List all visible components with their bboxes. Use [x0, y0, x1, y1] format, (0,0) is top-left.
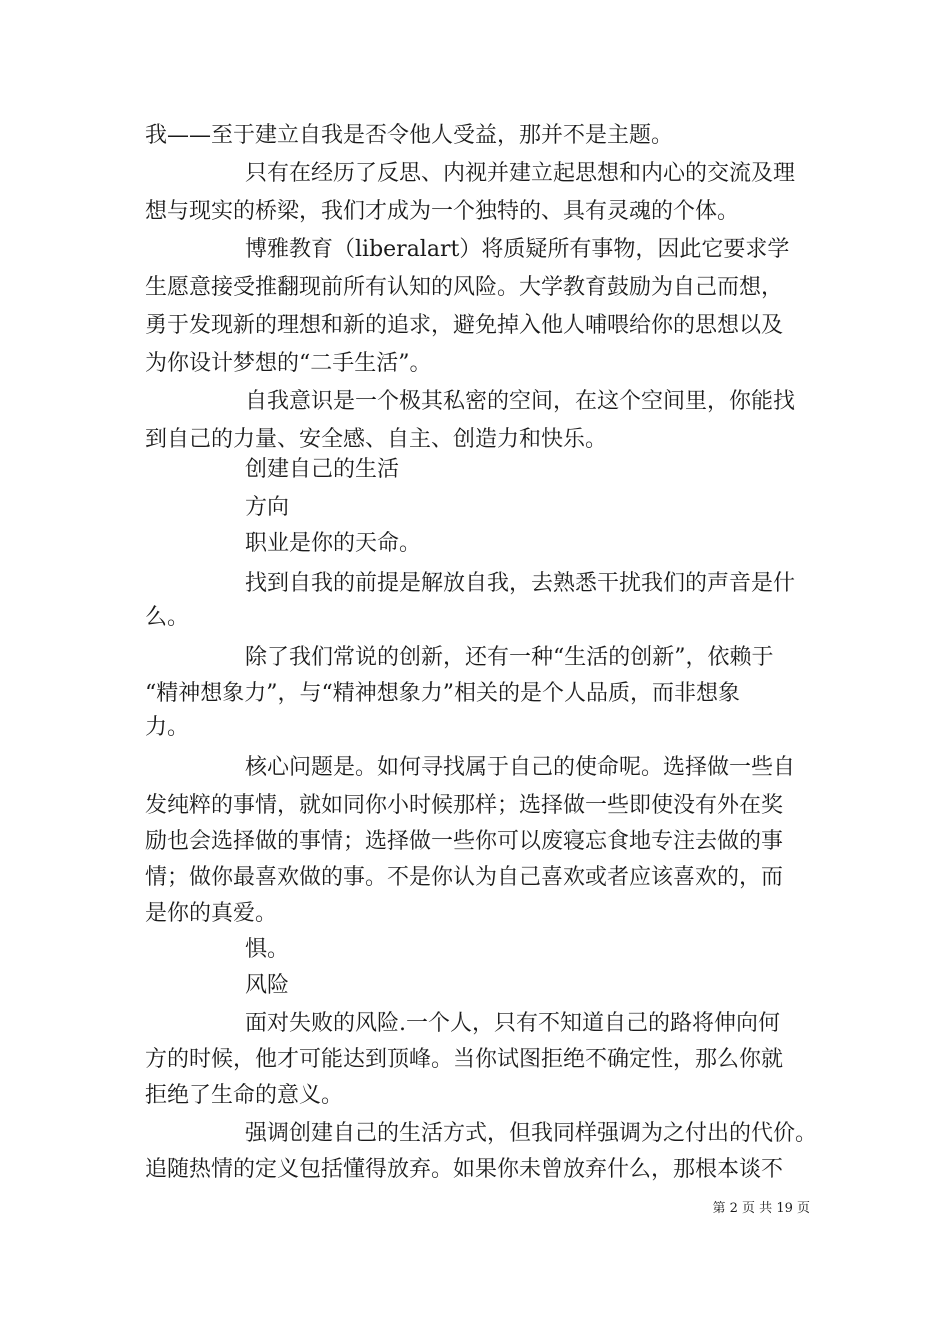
- text-line: 么。: [145, 605, 190, 630]
- text-line: 发纯粹的事情，就如同你小时候那样；选择做一些即使没有外在奖: [145, 793, 784, 818]
- text-line: 我——至于建立自我是否令他人受益，那并不是主题。: [145, 123, 674, 148]
- text-line: 职业是你的天命。: [245, 531, 422, 556]
- text-line: 生愿意接受推翻现前所有认知的风险。大学教育鼓励为自己而想，: [145, 275, 784, 300]
- text-line: 博雅教育（liberalart）将质疑所有事物，因此它要求学: [245, 237, 790, 262]
- text-line: 面对失败的风险.一个人，只有不知道自己的路将伸向何: [245, 1011, 780, 1036]
- section-heading: 风险: [245, 973, 290, 998]
- text-line: 强调创建自己的生活方式，但我同样强调为之付出的代价。: [245, 1121, 818, 1146]
- text-line: 到自己的力量、安全感、自主、创造力和快乐。: [145, 427, 608, 452]
- text-line: 力。: [145, 715, 190, 740]
- text-line: 自我意识是一个极其私密的空间，在这个空间里，你能找: [245, 389, 796, 414]
- text-line: 除了我们常说的创新，还有一种“生活的创新”，依赖于: [245, 645, 774, 670]
- page-number-footer: 第 2 页 共 19 页: [712, 1201, 810, 1216]
- section-heading: 方向: [245, 495, 290, 520]
- text-line: 惧。: [245, 937, 290, 962]
- text-line: 核心问题是。如何寻找属于自己的使命呢。选择做一些自: [245, 755, 796, 780]
- section-heading: 创建自己的生活: [245, 457, 400, 482]
- text-line: 情；做你最喜欢做的事。不是你认为自己喜欢或者应该喜欢的，而: [145, 865, 784, 890]
- text-line: 是你的真爱。: [145, 901, 278, 926]
- text-line: 勇于发现新的理想和新的追求，避免掉入他人哺喂给你的思想以及: [145, 313, 784, 338]
- text-line: 方的时候，他才可能达到顶峰。当你试图拒绝不确定性，那么你就: [145, 1047, 784, 1072]
- text-line: 为你设计梦想的“二手生活”。: [145, 351, 432, 376]
- text-line: 追随热情的定义包括懂得放弃。如果你未曾放弃什么，那根本谈不: [145, 1157, 784, 1182]
- text-line: “精神想象力”，与“精神想象力”相关的是个人品质，而非想象: [145, 681, 740, 706]
- text-line: 找到自我的前提是解放自我，去熟悉干扰我们的声音是什: [245, 571, 796, 596]
- text-line: 想与现实的桥梁，我们才成为一个独特的、具有灵魂的个体。: [145, 199, 740, 224]
- text-line: 拒绝了生命的意义。: [145, 1083, 344, 1108]
- text-line: 励也会选择做的事情；选择做一些你可以废寝忘食地专注去做的事: [145, 829, 784, 854]
- text-line: 只有在经历了反思、内视并建立起思想和内心的交流及理: [245, 161, 796, 186]
